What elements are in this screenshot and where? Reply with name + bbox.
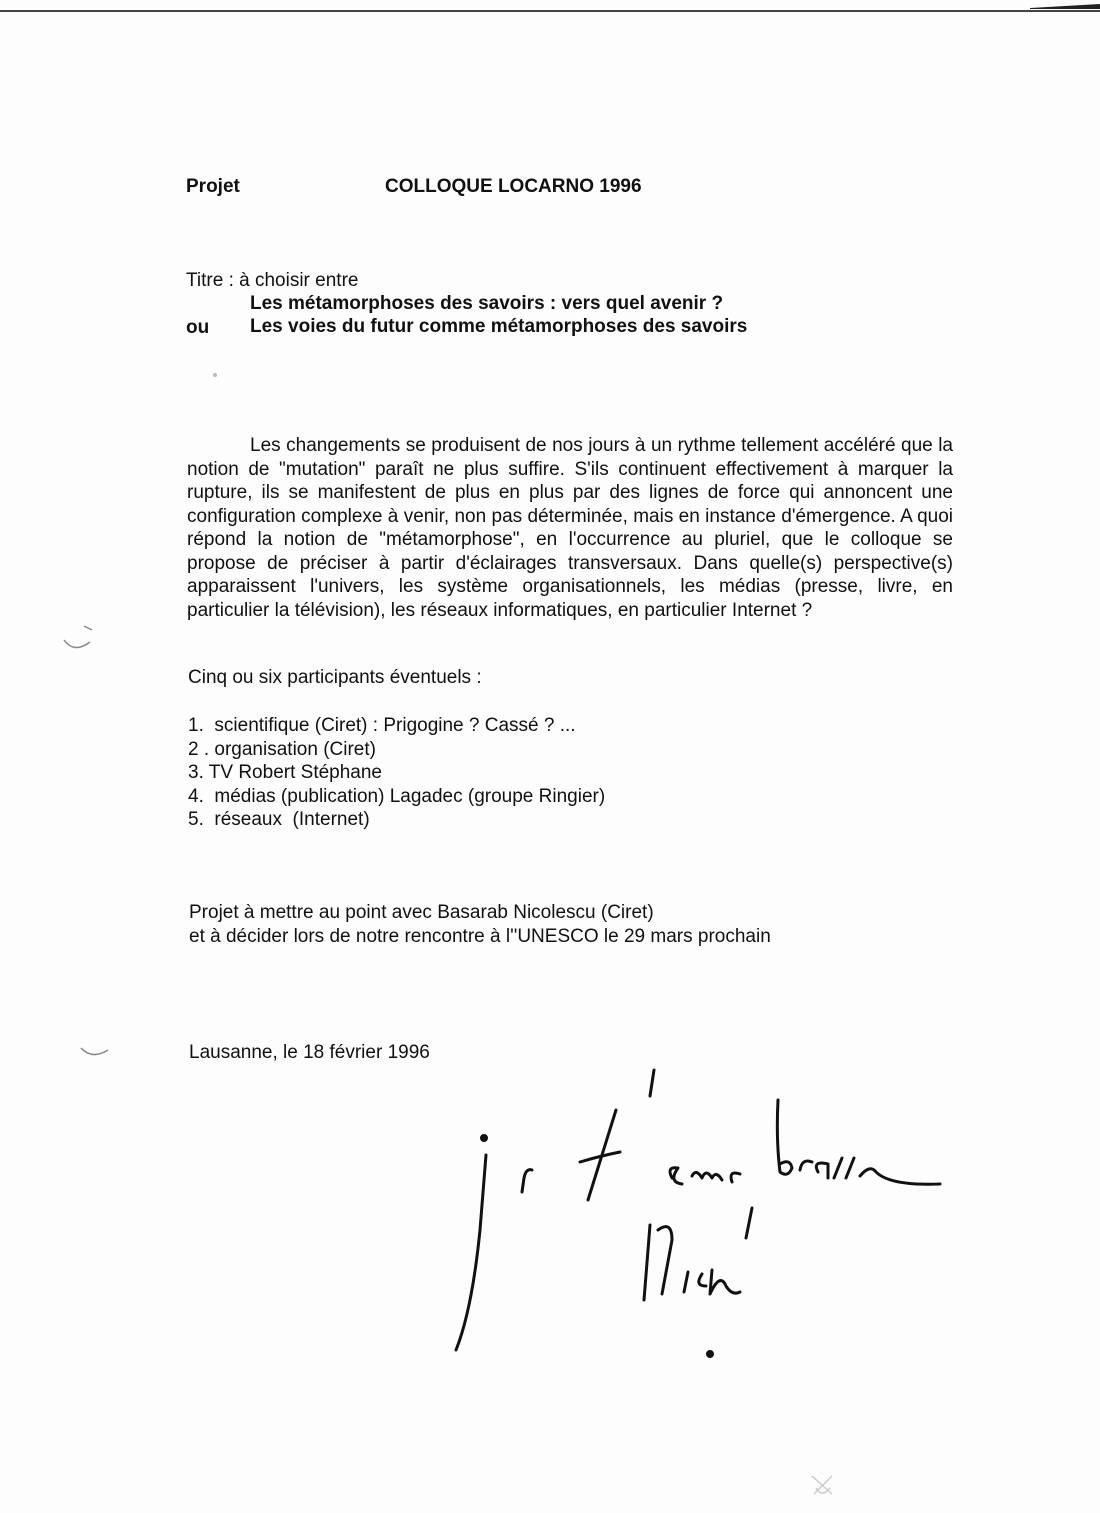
scan-speck	[213, 373, 217, 377]
title-option-1: Les métamorphoses des savoirs : vers quel avenir ?	[250, 293, 724, 314]
header-label: Projet	[186, 176, 240, 197]
handwritten-signature	[440, 1060, 960, 1390]
list-item: 2 . organisation (Ciret)	[188, 738, 376, 760]
document-title: COLLOQUE LOCARNO 1996	[385, 176, 642, 197]
punch-hole-mark	[60, 618, 100, 658]
list-item: 1. scientifique (Ciret) : Prigogine ? Cassé ? ...	[188, 715, 576, 736]
participants-heading: Cinq ou six participants éventuels :	[188, 667, 482, 688]
title-connector: ou	[186, 317, 210, 338]
faint-stamp-mark	[806, 1468, 838, 1500]
scan-edge-line	[0, 10, 1100, 12]
punch-hole-mark	[78, 1036, 118, 1066]
participants-list	[188, 714, 605, 832]
body-paragraph: Les changements se produisent de nos jours à un rythme tellement accéléré que la notion de "mutation" paraît ne plus suffire. S'ils continuent effectivement à marquer la rupture, ils se manifestent de plus en plus par des lignes de force qui annoncent une configuration complexe à venir, non pas déterminée, mais en instance d'émergence. A quoi répond la notion de "métamorphose", en l'occurrence au pluriel, que le colloque se propose de préciser à partir d'éclairages transversaux. Dans quelle(s) perspective(s) apparaissent l'univers, les système organisationnels, les médias (presse, livre, en particulier la télévision), les réseaux informatiques, en particulier Internet ?	[187, 435, 953, 621]
closing-note	[189, 901, 771, 948]
closing-line-1: Projet à mettre au point avec Basarab Nicolescu (Ciret)	[189, 902, 654, 923]
closing-line-2: et à décider lors de notre rencontre à l''UNESCO le 29 mars prochain	[189, 925, 771, 947]
titre-intro: Titre : à choisir entre	[186, 270, 359, 291]
scan-edge-mark	[1030, 4, 1100, 9]
list-item: 4. médias (publication) Lagadec (groupe Ringier)	[188, 785, 606, 807]
title-option-2: Les voies du futur comme métamorphoses des savoirs	[250, 316, 748, 337]
list-item: 5. réseaux (Internet)	[188, 809, 370, 830]
place-date: Lausanne, le 18 février 1996	[189, 1042, 430, 1063]
list-item: 3. TV Robert Stéphane	[188, 762, 382, 783]
